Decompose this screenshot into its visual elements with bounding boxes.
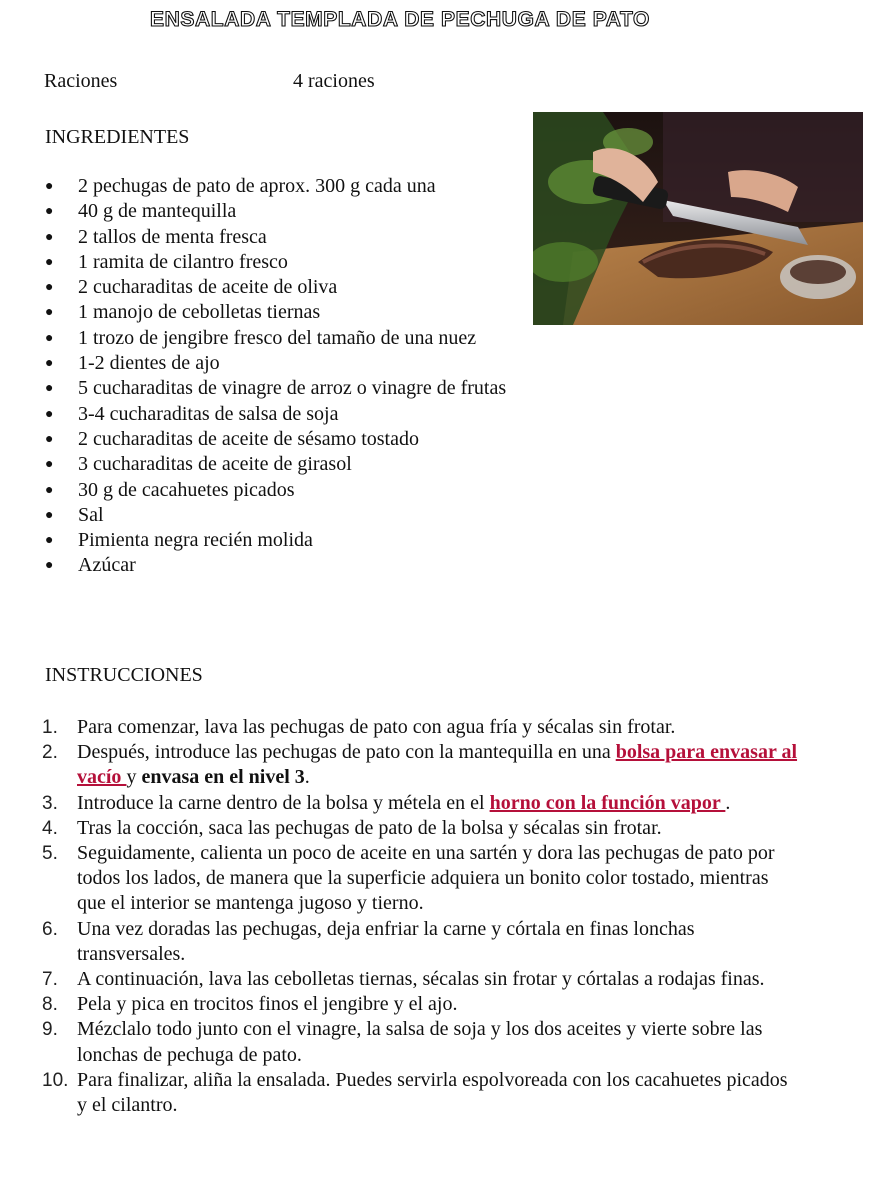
list-item: ● 3 cucharaditas de aceite de girasol [45,453,352,476]
list-item: ● 2 cucharaditas de aceite de oliva [45,276,338,299]
instruction-step: 8. Pela y pica en trocitos finos el jengibre y el ajo. [42,992,802,1017]
step-number: 6. [42,918,58,940]
instruction-step: 2. Después, introduce las pechugas de pato con la mantequilla en una bolsa para envasar al vacío y envasa en el nivel 3. [42,741,798,789]
list-item: ● 3-4 cucharaditas de salsa de soja [45,402,339,425]
servings-value: 4 raciones [293,70,375,92]
duck-breast-photo [533,112,863,325]
page-title: ENSALADA TEMPLADA DE PECHUGA DE PATO [150,8,650,31]
instruction-step: 5. Seguidamente, calienta un poco de aceite en una sartén y dora las pechugas de pato por todos los lados, de manera que la superficie adquiera un bonito color tostado, mientras que el interior se mantenga jugoso y tierno. [42,842,775,915]
step-number: 5. [42,843,58,865]
list-item: ● Sal [45,503,104,526]
list-item: ● 30 g de cacahuetes picados [45,478,295,501]
ingredients-heading: INGREDIENTES [45,126,190,148]
step-number: 4. [42,817,58,839]
step-number: 9. [42,1019,58,1041]
list-item: ● 2 cucharaditas de aceite de sésamo tostado [45,427,419,450]
list-item: ● 2 tallos de menta fresca [45,225,267,248]
step-number: 1. [42,717,58,738]
instruction-step: 3. Introduce la carne dentro de la bolsa y métela en el horno con la función vapor . [42,791,802,816]
step-number: 8. [42,994,58,1016]
steam-oven-link[interactable]: horno con la función vapor [489,791,726,814]
list-item: ● 2 pechugas de pato de aprox. 300 g cada una [45,175,436,197]
list-item: ● Azúcar [45,554,136,577]
step-number: 7. [42,969,58,991]
vacuum-bag-link[interactable]: bolsa para envasar al vacío [77,741,798,789]
instruction-step: 7. A continuación, lava las cebolletas tiernas, sécalas sin frotar y córtalas a rodajas finas. [42,967,802,992]
instruction-step: 6. Una vez doradas las pechugas, deja enfriar la carne y córtala en finas lonchas transversales. [42,917,695,965]
instruction-step: 4. Tras la cocción, saca las pechugas de pato de la bolsa y sécalas sin frotar. [42,816,802,841]
ingredient-list [44,174,506,579]
list-item: ● 1 manojo de cebolletas tiernas [45,301,321,324]
step-number: 2. [42,742,58,764]
instruction-step: 9. Mézclalo todo junto con el vinagre, la salsa de soja y los dos aceites y vierte sobre las lonchas de pechuga de pato. [42,1018,763,1066]
list-item: ● 40 g de mantequilla [45,200,237,223]
list-item: ● 5 cucharaditas de vinagre de arroz o vinagre de frutas [45,377,507,400]
step-number: 10. [42,1069,69,1091]
instruction-list [42,715,802,1118]
instruction-step: 10. Para finalizar, aliña la ensalada. Puedes servirla espolvoreada con los cacahuetes picados y el cilantro. [42,1068,788,1117]
list-item: ● Pimienta negra recién molida [45,529,313,552]
list-item: ● 1 ramita de cilantro fresco [45,250,288,273]
instruction-step: 1. Para comenzar, lava las pechugas de pato con agua fría y sécalas sin frotar. [42,715,802,740]
step-number: 3. [42,792,58,814]
list-item: ● 1 trozo de jengibre fresco del tamaño de una nuez [45,326,477,349]
instructions-heading: INSTRUCCIONES [45,664,203,686]
servings-label: Raciones [44,70,118,92]
list-item: ● 1-2 dientes de ajo [45,352,220,375]
